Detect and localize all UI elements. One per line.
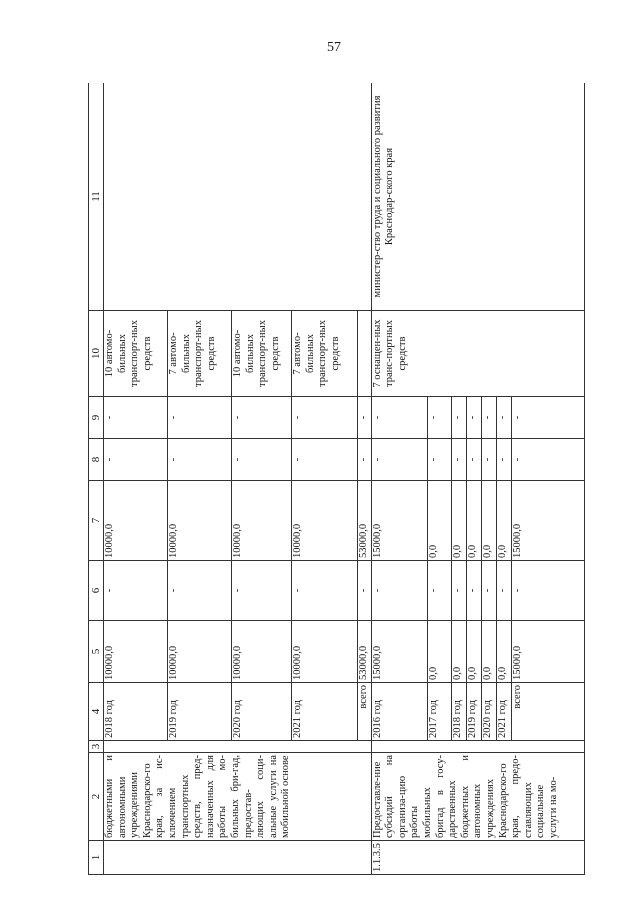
value-cell: - [104, 439, 168, 481]
value-cell: 0,0 [466, 621, 481, 683]
year-cell: 2020 год [232, 683, 292, 741]
value-cell: - [481, 561, 496, 621]
value-cell: 15000,0 [371, 481, 427, 561]
value-cell: - [496, 439, 511, 481]
value-cell: - [511, 561, 584, 621]
measure-description: бюджетными и автономными учреждениями Краснодарско-го края, за ис-ключением транспортных средств, пред-назначенных для работы мо-бильных бри-гад, предостав-ляющих соци-альные услуги на мобильной основе [104, 753, 372, 841]
value-cell: - [511, 397, 584, 439]
result-cell [358, 311, 372, 397]
year-cell: 2019 год [466, 683, 481, 741]
value-cell: - [511, 439, 584, 481]
value-cell: - [371, 397, 427, 439]
value-cell: 0,0 [427, 621, 451, 683]
value-cell: - [358, 397, 372, 439]
value-cell: 0,0 [427, 481, 451, 561]
value-cell: 10000,0 [232, 481, 292, 561]
value-cell: - [427, 397, 451, 439]
header-cell: 6 [89, 561, 104, 621]
value-cell: - [232, 397, 292, 439]
value-cell: 10000,0 [168, 621, 232, 683]
value-cell: - [427, 561, 451, 621]
value-cell: 15000,0 [371, 621, 427, 683]
value-cell: - [427, 439, 451, 481]
result-cell: 10 автомо-бильных транспорт-ных средств [232, 311, 292, 397]
value-cell: - [466, 439, 481, 481]
value-cell: - [168, 561, 232, 621]
value-cell: 0,0 [496, 481, 511, 561]
table-row [371, 83, 427, 875]
header-cell: 5 [89, 621, 104, 683]
value-cell: 10000,0 [168, 481, 232, 561]
table-row [104, 83, 168, 875]
value-cell: - [496, 397, 511, 439]
year-cell: 2018 год [104, 683, 168, 741]
value-cell: - [292, 561, 358, 621]
responsible-cell [104, 83, 372, 311]
header-cell: 8 [89, 439, 104, 481]
measure-description: Предоставле-ние субсидий на организа-цию работы мобильных бригад в госу-дарственных бюджетных и автономных учреждениях Краснодарско-го края, предо-ставляющих социальные услуги на мо- [371, 753, 584, 841]
value-cell: - [358, 561, 372, 621]
result-cell: 7 автомо-бильных транспорт-ных средств [292, 311, 358, 397]
value-cell: - [292, 397, 358, 439]
header-cell: 10 [89, 311, 104, 397]
header-cell: 11 [89, 83, 104, 311]
value-cell: 10000,0 [292, 481, 358, 561]
value-cell: - [466, 397, 481, 439]
row-number-cell: 1.1.3.5 [371, 841, 584, 875]
year-cell: 2020 год [481, 683, 496, 741]
value-cell: - [232, 439, 292, 481]
program-table [88, 83, 585, 875]
value-cell: 15000,0 [511, 481, 584, 561]
empty-cell [371, 741, 584, 753]
year-cell: 2017 год [427, 683, 451, 741]
value-cell: - [292, 439, 358, 481]
header-cell: 2 [89, 753, 104, 841]
value-cell: 15000,0 [511, 621, 584, 683]
value-cell: - [466, 561, 481, 621]
value-cell: - [451, 561, 466, 621]
value-cell: 0,0 [466, 481, 481, 561]
result-cell: 10 автомо-бильных транспорт-ных средств [104, 311, 168, 397]
value-cell: 10000,0 [232, 621, 292, 683]
value-cell: 10000,0 [104, 481, 168, 561]
year-cell: 2018 год [451, 683, 466, 741]
value-cell: 0,0 [451, 621, 466, 683]
header-cell: 7 [89, 481, 104, 561]
header-cell: 3 [89, 741, 104, 753]
value-cell: - [371, 561, 427, 621]
year-cell: 2019 год [168, 683, 232, 741]
row-number-cell [104, 841, 372, 875]
value-cell: 0,0 [481, 481, 496, 561]
value-cell: - [104, 561, 168, 621]
value-cell: - [371, 439, 427, 481]
year-cell: всего [358, 683, 372, 741]
year-cell: 2016 год [371, 683, 427, 741]
value-cell: - [168, 439, 232, 481]
rotated-table-frame [88, 83, 585, 875]
responsible-cell: министер-ство труда и социального развития Краснодар-ского края [371, 83, 584, 311]
value-cell: - [358, 439, 372, 481]
value-cell: 53000,0 [358, 481, 372, 561]
value-cell: - [481, 439, 496, 481]
header-cell: 4 [89, 683, 104, 741]
result-cell: 7 оснащен-ных транс-портных средств [371, 311, 584, 397]
year-cell: 2021 год [292, 683, 358, 741]
value-cell: 0,0 [451, 481, 466, 561]
value-cell: 53000,0 [358, 621, 372, 683]
value-cell: - [168, 397, 232, 439]
page-number: 57 [327, 40, 341, 55]
value-cell: 0,0 [496, 621, 511, 683]
value-cell: - [496, 561, 511, 621]
value-cell: 0,0 [481, 621, 496, 683]
measures-table [88, 83, 585, 875]
value-cell: - [481, 397, 496, 439]
header-cell: 9 [89, 397, 104, 439]
value-cell: - [451, 397, 466, 439]
value-cell: 10000,0 [104, 621, 168, 683]
result-cell: 7 автомо-бильных транспорт-ных средств [168, 311, 232, 397]
year-cell: всего [511, 683, 584, 741]
value-cell: 10000,0 [292, 621, 358, 683]
year-cell: 2021 год [496, 683, 511, 741]
value-cell: - [104, 397, 168, 439]
empty-cell [104, 741, 372, 753]
header-cell: 1 [89, 841, 104, 875]
value-cell: - [232, 561, 292, 621]
value-cell: - [451, 439, 466, 481]
header-row [89, 83, 104, 875]
